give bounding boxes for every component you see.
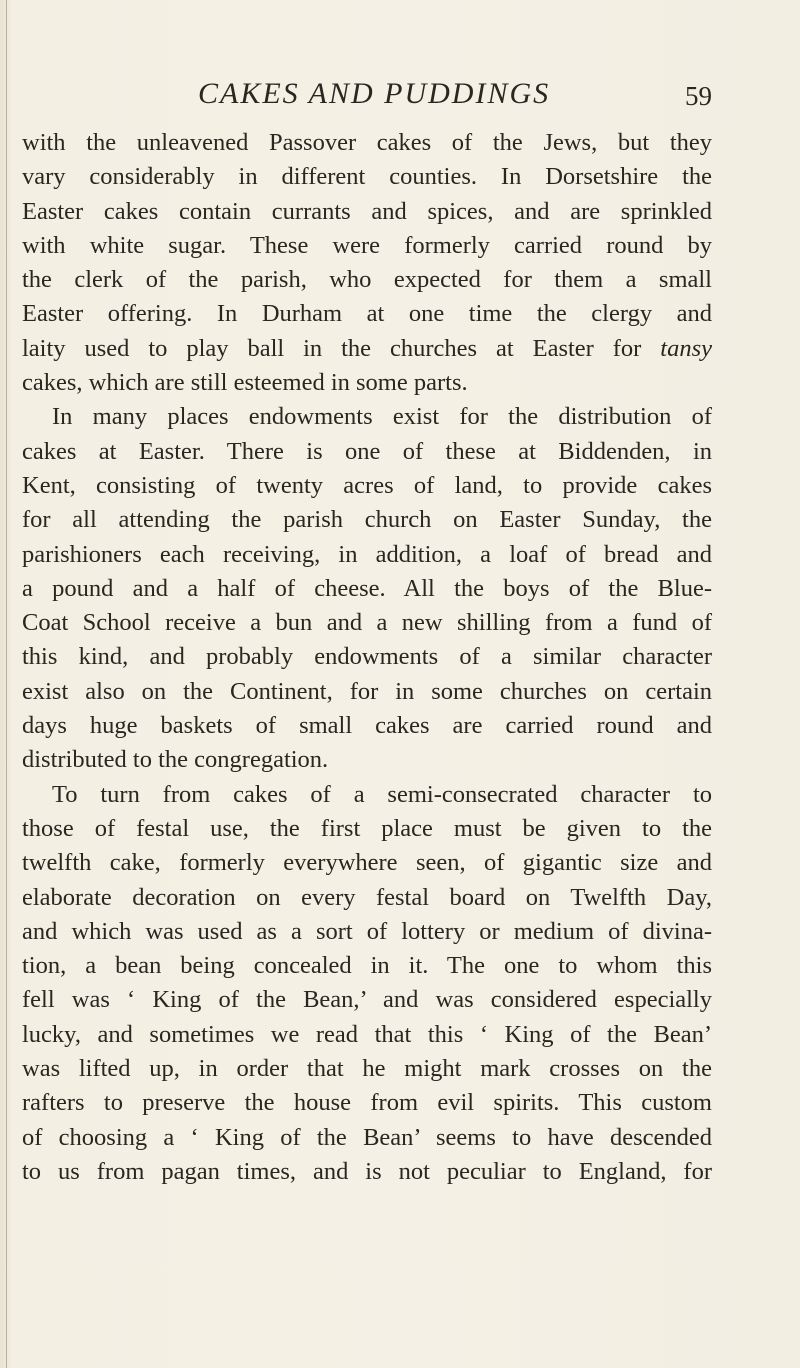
page-gutter-edge	[6, 0, 7, 1368]
text-line: with white sugar. These were formerly carried round by	[22, 231, 712, 259]
text-line: and which was used as a sort of lottery or medium of divina-	[22, 917, 712, 945]
text-line: those of festal use, the first place must be given to the	[22, 814, 712, 842]
text-line: a pound and a half of cheese. All the boys of the Blue-	[22, 574, 712, 602]
text-line: parishioners each receiving, in addition, a loaf of bread and	[22, 540, 712, 568]
text-line: elaborate decoration on every festal board on Twelfth Day,	[22, 883, 712, 911]
text-line-with-italic	[22, 332, 712, 366]
text-line: Easter offering. In Durham at one time the clergy and	[22, 300, 712, 328]
text-line: rafters to preserve the house from evil spirits. This custom	[22, 1089, 712, 1117]
text-line: this kind, and probably endowments of a similar character	[22, 643, 712, 671]
running-head	[40, 74, 760, 124]
text-line: tion, a bean being concealed in it. The one to whom this	[22, 952, 712, 980]
paragraph-start-line: In many places endowments exist for the distribution of	[52, 403, 712, 431]
text-line: exist also on the Continent, for in some churches on certain	[22, 677, 712, 705]
page-number: 59	[685, 81, 712, 111]
paragraph-end-line: distributed to the congregation.	[22, 746, 329, 774]
text-line: with the unleavened Passover cakes of the Jews, but they	[22, 129, 712, 156]
text-line: Easter cakes contain currants and spices, and are sprinkled	[22, 197, 712, 225]
text-line: of choosing a ‘ King of the Bean’ seems to have descended	[22, 1123, 712, 1151]
text-line: twelfth cake, formerly everywhere seen, of gigantic size and	[22, 849, 712, 877]
text-line: fell was ‘ King of the Bean,’ and was considered especially	[22, 986, 712, 1014]
paragraph-start-line: To turn from cakes of a semi-consecrated character to	[52, 780, 712, 808]
text-line: lucky, and sometimes we read that this ‘ King of the Bean’	[22, 1020, 712, 1048]
text-line-segment: laity used to play ball in the churches at Easter for	[22, 334, 642, 362]
text-line: Coat School receive a bun and a new shilling from a fund of	[22, 609, 712, 637]
text-line: was lifted up, in order that he might mark crosses on the	[22, 1055, 712, 1083]
body-text	[22, 126, 712, 1189]
paragraph-end-line: cakes, which are still esteemed in some parts.	[22, 369, 468, 397]
text-line: the clerk of the parish, who expected for them a small	[22, 266, 712, 294]
text-line: vary considerably in different counties. In Dorsetshire the	[22, 163, 712, 191]
italic-word: tansy	[660, 334, 713, 362]
text-line: Kent, consisting of twenty acres of land, to provide cakes	[22, 471, 712, 499]
running-title: CAKES AND PUDDINGS	[198, 77, 551, 110]
text-line: cakes at Easter. There is one of these at Biddenden, in	[22, 437, 712, 465]
text-line: for all attending the parish church on Easter Sunday, the	[22, 506, 712, 534]
text-line: days huge baskets of small cakes are carried round and	[22, 712, 712, 740]
text-line: to us from pagan times, and is not peculiar to England, for	[22, 1157, 712, 1185]
